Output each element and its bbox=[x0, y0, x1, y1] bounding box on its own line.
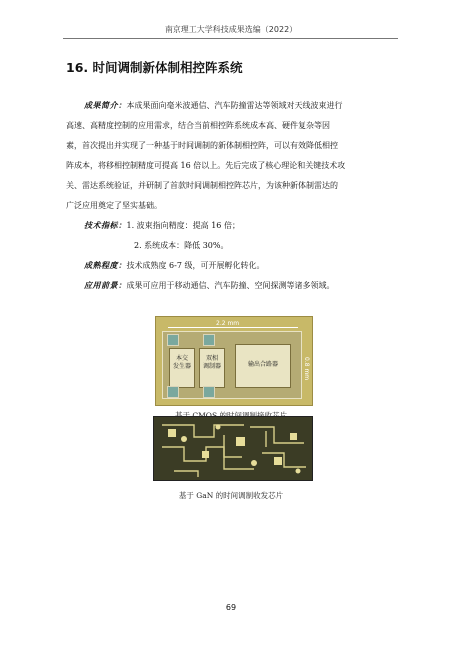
maturity-line bbox=[84, 258, 264, 273]
maturity-text: 技术成熟度 6-7 级，可开展孵化转化。 bbox=[126, 261, 265, 270]
summary-text-1: 本成果面向毫米波通信、汽车防撞雷达等领域对天线波束进行 bbox=[126, 101, 343, 110]
cmos-chip-image bbox=[155, 316, 313, 406]
gan-chip-image bbox=[153, 416, 313, 481]
chip-pad bbox=[167, 334, 179, 346]
dimension-line-top bbox=[168, 327, 298, 328]
gan-chip-circuit-graphic bbox=[154, 417, 312, 480]
tech-label: 技术指标： bbox=[84, 220, 127, 230]
chip-block-left: 本交 发生器 bbox=[169, 348, 195, 388]
application-label: 应用前景： bbox=[84, 280, 127, 290]
summary-line-4: 阵成本，将移相控制精度可提高 16 倍以上。先后完成了核心理论和关键技术攻 bbox=[66, 161, 346, 170]
summary-line-3: 素，首次提出并实现了一种基于时间调制的新体制相控阵，可以有效降低相控 bbox=[66, 141, 338, 150]
tech-line-1 bbox=[84, 218, 240, 233]
summary-line-5: 关、雷达系统验证，并研制了首款时间调制相控阵芯片，为该种新体制雷达的 bbox=[66, 181, 338, 190]
tech-item-2: 2. 系统成本：降低 30%。 bbox=[134, 241, 229, 250]
maturity-label: 成熟程度： bbox=[84, 260, 127, 270]
summary-line-2: 高速、高精度控制的应用需求，结合当前相控阵系统成本高、硬件复杂等因 bbox=[66, 121, 330, 130]
chip-block-middle: 双相 调制器 bbox=[199, 348, 225, 388]
application-text: 成果可应用于移动通信、汽车防撞、空间探测等诸多领域。 bbox=[126, 281, 335, 290]
application-line bbox=[84, 278, 335, 293]
section-title: 16. 时间调制新体制相控阵系统 bbox=[66, 60, 243, 75]
summary-label: 成果简介： bbox=[84, 100, 127, 110]
summary-line-1 bbox=[84, 98, 343, 113]
chip-pad bbox=[203, 334, 215, 346]
figure2-caption: 基于 GaN 的时间调制收发芯片 bbox=[178, 491, 284, 500]
chip-pad bbox=[203, 386, 215, 398]
dimension-top-label: 2.2 mm bbox=[216, 320, 240, 327]
page-number: 69 bbox=[225, 603, 237, 612]
summary-line-6: 广泛应用奠定了坚实基础。 bbox=[66, 201, 162, 210]
header-divider bbox=[63, 38, 398, 39]
chip-pad bbox=[167, 386, 179, 398]
chip-core-area bbox=[162, 331, 302, 399]
page-header: 南京理工大学科技成果选编（2022） bbox=[164, 25, 298, 34]
tech-item-1: 1. 波束指向精度：提高 16 倍； bbox=[126, 221, 240, 230]
chip-block-right: 输出合路器 bbox=[235, 344, 291, 388]
dimension-right-label: 0.8 mm bbox=[303, 357, 310, 381]
